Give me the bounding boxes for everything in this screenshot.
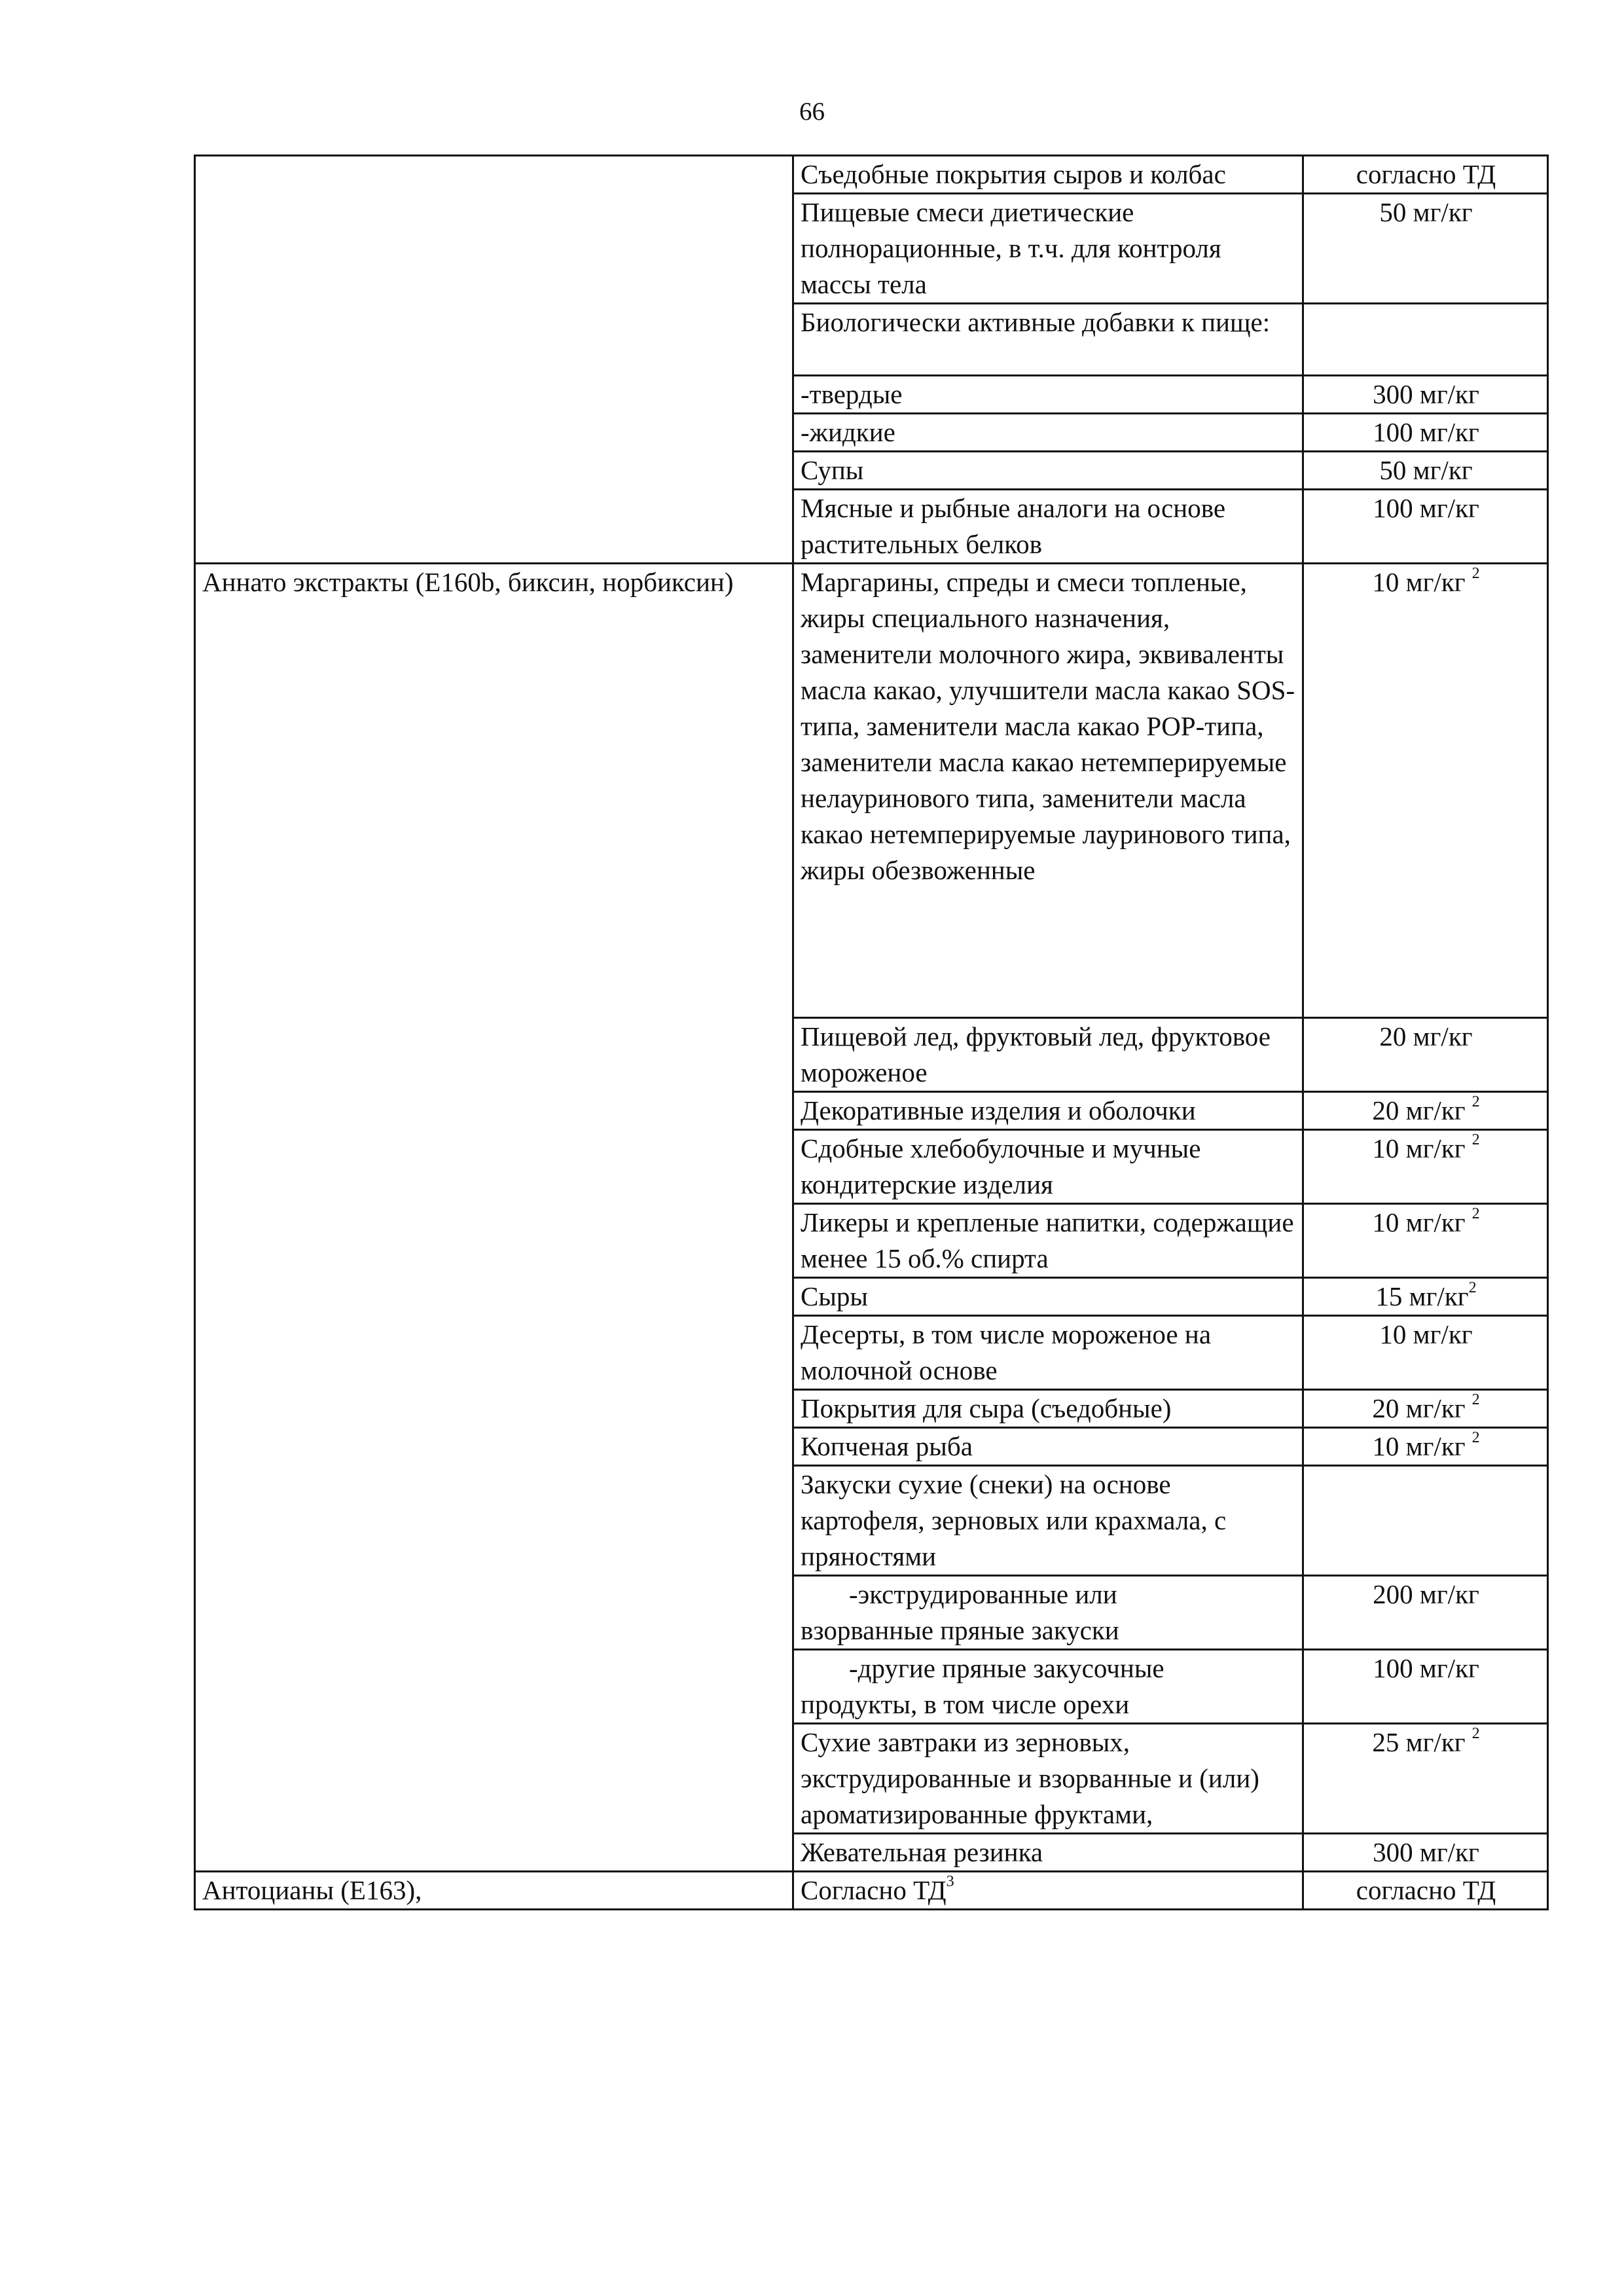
level-cell: согласно ТД: [1303, 156, 1548, 194]
page-number: 66: [799, 98, 825, 126]
level-cell: 100 мг/кг: [1303, 414, 1548, 452]
product-cell: Десерты, в том числе мороженое на молочной основе: [793, 1316, 1303, 1390]
level-cell: 50 мг/кг: [1303, 194, 1548, 304]
product-cell: Сухие завтраки из зерновых, экструдированные и взорванные и (или) ароматизированные фруктами,: [793, 1724, 1303, 1834]
product-cell: -твердые: [793, 376, 1303, 414]
additive-cell: [195, 156, 793, 564]
product-cell: Жевательная резинка: [793, 1834, 1303, 1872]
level-cell: 50 мг/кг: [1303, 452, 1548, 490]
level-cell: [1303, 1204, 1548, 1278]
level-cell: 300 мг/кг: [1303, 376, 1548, 414]
level-cell: 20 мг/кг: [1303, 1018, 1548, 1092]
level-cell: [1303, 1130, 1548, 1204]
table-row: [195, 564, 1548, 1018]
level-cell: [1303, 304, 1548, 376]
footnote-mark: 2: [1471, 1429, 1480, 1446]
level-value: 10 мг/кг: [1372, 1133, 1466, 1163]
level-cell: [1303, 1466, 1548, 1576]
level-value: 10 мг/кг: [1372, 1207, 1466, 1237]
product-cell: [793, 1872, 1303, 1910]
product-line: продукты, в том числе орехи: [801, 1689, 1130, 1719]
product-cell: Пищевые смеси диетические полнорационные, в т.ч. для контроля массы тела: [793, 194, 1303, 304]
footnote-mark: 2: [1471, 1131, 1480, 1148]
level-cell: 100 мг/кг: [1303, 490, 1548, 564]
product-cell: -жидкие: [793, 414, 1303, 452]
product-line: -экструдированные или: [849, 1579, 1117, 1609]
level-cell: 100 мг/кг: [1303, 1650, 1548, 1724]
level-cell: согласно ТД: [1303, 1872, 1548, 1910]
level-cell: [1303, 1092, 1548, 1130]
footnote-mark: 2: [1471, 1391, 1480, 1408]
product-cell: Пищевой лед, фруктовый лед, фруктовое мороженое: [793, 1018, 1303, 1092]
table-row: [195, 156, 1548, 194]
level-value: 10 мг/кг: [1372, 1431, 1466, 1461]
level-value: 20 мг/кг: [1372, 1095, 1466, 1125]
level-value: 25 мг/кг: [1372, 1727, 1466, 1757]
level-cell: 10 мг/кг: [1303, 1316, 1548, 1390]
product-cell: Сдобные хлебобулочные и мучные кондитерские изделия: [793, 1130, 1303, 1204]
level-value: 15 мг/кг: [1375, 1281, 1469, 1311]
footnote-mark: 2: [1471, 565, 1480, 582]
product-cell: [793, 1576, 1303, 1650]
product-cell: Закуски сухие (снеки) на основе картофеля, зерновых или крахмала, с пряностями: [793, 1466, 1303, 1576]
level-value: 10 мг/кг: [1372, 567, 1466, 597]
level-cell: 200 мг/кг: [1303, 1576, 1548, 1650]
level-cell: [1303, 1428, 1548, 1466]
product-cell: Покрытия для сыра (съедобные): [793, 1390, 1303, 1428]
product-cell: Съедобные покрытия сыров и колбас: [793, 156, 1303, 194]
footnote-mark: 2: [1471, 1725, 1480, 1742]
product-cell: Маргарины, спреды и смеси топленые, жиры специального назначения, заменители молочного жира, эквиваленты масла какао, улучшители масла какао SOS-типа, заменители масла какао POP-типа, заменители масла какао нетемперируемые нелауринового типа, заменители масла какао нетемперируемые лауринового типа, жиры обезвоженные: [793, 564, 1303, 1018]
additives-table: [194, 155, 1549, 1910]
footnote-mark: 3: [946, 1873, 954, 1890]
product-cell: Сыры: [793, 1278, 1303, 1316]
product-line: -другие пряные закусочные: [849, 1653, 1164, 1683]
product-cell: Биологически активные добавки к пище:: [793, 304, 1303, 376]
footnote-mark: 2: [1468, 1279, 1477, 1296]
product-cell: Мясные и рыбные аналоги на основе растительных белков: [793, 490, 1303, 564]
product-cell: Декоративные изделия и оболочки: [793, 1092, 1303, 1130]
product-cell: Супы: [793, 452, 1303, 490]
level-value: 20 мг/кг: [1372, 1393, 1466, 1423]
level-cell: [1303, 1278, 1548, 1316]
additive-cell: Аннато экстракты (Е160b, биксин, норбиксин): [195, 564, 793, 1872]
footnote-mark: 2: [1471, 1093, 1480, 1110]
level-cell: 300 мг/кг: [1303, 1834, 1548, 1872]
product-cell: Ликеры и крепленые напитки, содержащие менее 15 об.% спирта: [793, 1204, 1303, 1278]
product-text: Согласно ТД: [801, 1875, 947, 1905]
level-cell: [1303, 1724, 1548, 1834]
product-cell: [793, 1650, 1303, 1724]
additive-cell: Антоцианы (Е163),: [195, 1872, 793, 1910]
product-line: взорванные пряные закуски: [801, 1615, 1119, 1645]
level-cell: [1303, 1390, 1548, 1428]
table-row: [195, 1872, 1548, 1910]
footnote-mark: 2: [1471, 1205, 1480, 1222]
level-cell: [1303, 564, 1548, 1018]
product-cell: Копченая рыба: [793, 1428, 1303, 1466]
